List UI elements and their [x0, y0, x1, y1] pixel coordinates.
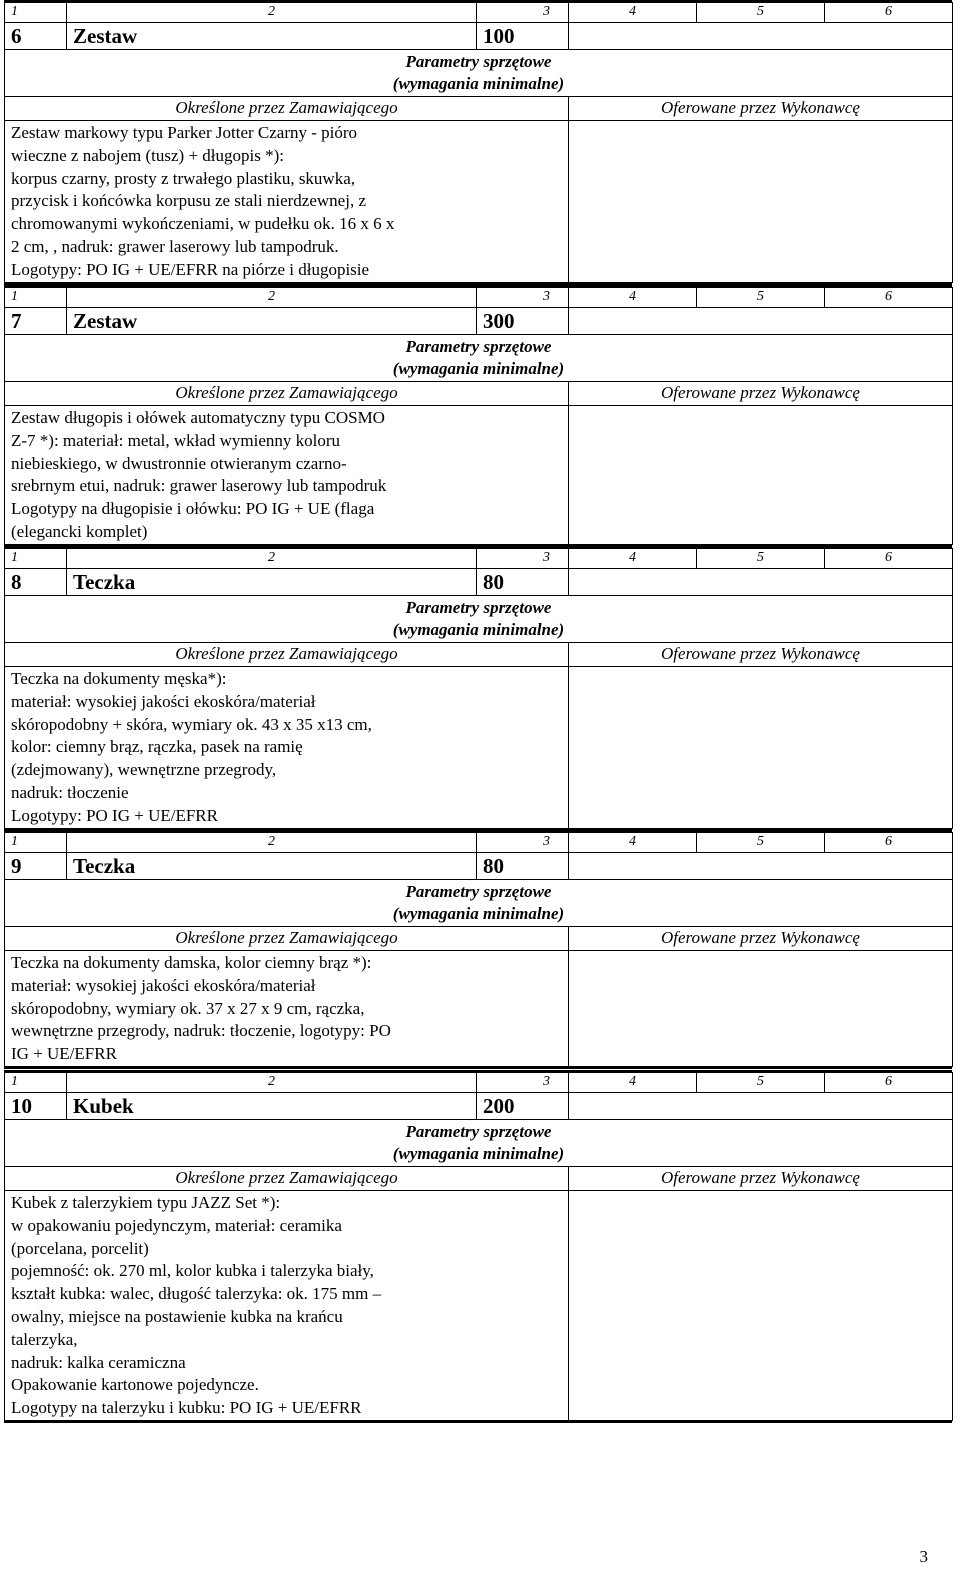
- column-number: 5: [697, 833, 825, 853]
- description-row: [5, 951, 953, 1067]
- item-name: Teczka: [67, 569, 477, 596]
- description-line: przycisk i końcówka korpusu ze stali nierdzewnej, z: [11, 191, 366, 211]
- item-block: [4, 830, 952, 1069]
- parameters-header-line: Parametry sprzętowe: [405, 1122, 552, 1141]
- empty-cell: [569, 569, 953, 596]
- description-line: materiał: wysokiej jakości ekoskóra/materiał: [11, 975, 316, 995]
- sub-header-row: [5, 927, 953, 951]
- column-number: 6: [825, 288, 953, 308]
- item-header-row: [5, 23, 953, 50]
- parameters-header-line: Parametry sprzętowe: [405, 337, 552, 356]
- offered-by-contractor-header: Oferowane przez Wykonawcę: [569, 382, 953, 406]
- item-quantity: 100: [477, 23, 569, 50]
- contractor-offer-cell: [569, 667, 953, 829]
- parameters-header: [5, 596, 953, 643]
- description-line: (porcelana, porcelit): [11, 1238, 149, 1258]
- parameters-header-line: (wymagania minimalne): [392, 74, 565, 93]
- sub-header-row: [5, 97, 953, 121]
- description-line: materiał: wysokiej jakości ekoskóra/materiał: [11, 691, 316, 711]
- column-number: 1: [5, 1073, 67, 1093]
- page-number: 3: [919, 1547, 928, 1566]
- description-line: Teczka na dokumenty damska, kolor ciemny brąz *):: [11, 953, 372, 972]
- item-name: Teczka: [67, 853, 477, 880]
- column-number: 4: [569, 3, 697, 23]
- column-number: 1: [5, 288, 67, 308]
- description-line: talerzyka,: [11, 1329, 78, 1349]
- column-number: 1: [5, 833, 67, 853]
- parameters-header-line: (wymagania minimalne): [392, 904, 565, 923]
- parameters-header-line: Parametry sprzętowe: [405, 598, 552, 617]
- column-number: 5: [697, 3, 825, 23]
- contractor-offer-cell: [569, 121, 953, 283]
- empty-cell: [569, 1093, 953, 1120]
- parameters-header: [5, 50, 953, 97]
- column-number: 6: [825, 1073, 953, 1093]
- item-number: 6: [5, 23, 67, 50]
- description-line: w opakowaniu pojedynczym, materiał: ceramika: [11, 1215, 342, 1235]
- description-line: nadruk: kalka ceramiczna: [11, 1352, 186, 1372]
- column-number: 2: [67, 833, 477, 853]
- item-number: 8: [5, 569, 67, 596]
- column-number: 3: [477, 3, 569, 23]
- column-number: 6: [825, 3, 953, 23]
- column-number: 6: [825, 833, 953, 853]
- description-line: nadruk: tłoczenie: [11, 782, 129, 802]
- column-number: 5: [697, 549, 825, 569]
- specified-by-buyer-header: Określone przez Zamawiającego: [5, 382, 569, 406]
- item-number: 10: [5, 1093, 67, 1120]
- description-line: Teczka na dokumenty męska*):: [11, 669, 227, 688]
- column-number-row: [5, 549, 953, 569]
- description-line: Logotypy: PO IG + UE/EFRR: [11, 805, 218, 825]
- description-row: [5, 406, 953, 545]
- specified-by-buyer-header: Określone przez Zamawiającego: [5, 927, 569, 951]
- description-line: owalny, miejsce na postawienie kubka na krańcu: [11, 1306, 343, 1326]
- column-number: 4: [569, 833, 697, 853]
- parameters-header-line: (wymagania minimalne): [392, 359, 565, 378]
- item-name: Kubek: [67, 1093, 477, 1120]
- parameters-header-row: [5, 596, 953, 643]
- item-description: [5, 951, 569, 1067]
- column-number: 1: [5, 549, 67, 569]
- column-number: 1: [5, 3, 67, 23]
- sub-header-row: [5, 1167, 953, 1191]
- item-quantity: 80: [477, 569, 569, 596]
- column-number: 2: [67, 288, 477, 308]
- description-line: srebrnym etui, nadruk: grawer laserowy lub tampodruk: [11, 476, 387, 496]
- item-header-row: [5, 853, 953, 880]
- column-number: 4: [569, 1073, 697, 1093]
- description-row: [5, 121, 953, 283]
- item-quantity: 200: [477, 1093, 569, 1120]
- description-line: (elegancki komplet): [11, 521, 148, 541]
- item-quantity: 80: [477, 853, 569, 880]
- column-number: 3: [477, 1073, 569, 1093]
- parameters-header-row: [5, 50, 953, 97]
- item-block: [4, 285, 952, 547]
- description-line: Logotypy: PO IG + UE/EFRR na piórze i długopisie: [11, 259, 370, 279]
- description-line: Opakowanie kartonowe pojedyncze.: [11, 1375, 259, 1395]
- offered-by-contractor-header: Oferowane przez Wykonawcę: [569, 97, 953, 121]
- column-number: 4: [569, 549, 697, 569]
- description-line: chromowanymi wykończeniami, w pudełku ok. 16 x 6 x: [11, 214, 395, 234]
- parameters-header: [5, 1120, 953, 1167]
- description-line: korpus czarny, prosty z trwałego plastiku, skuwka,: [11, 168, 356, 188]
- specified-by-buyer-header: Określone przez Zamawiającego: [5, 1167, 569, 1191]
- item-description: [5, 406, 569, 545]
- parameters-header-row: [5, 880, 953, 927]
- description-line: IG + UE/EFRR: [11, 1044, 117, 1064]
- column-number: 2: [67, 3, 477, 23]
- column-number-row: [5, 1073, 953, 1093]
- offered-by-contractor-header: Oferowane przez Wykonawcę: [569, 643, 953, 667]
- column-number: 5: [697, 1073, 825, 1093]
- description-line: Logotypy na długopisie i ołówku: PO IG + UE (flaga: [11, 499, 375, 519]
- item-description: [5, 121, 569, 283]
- specified-by-buyer-header: Określone przez Zamawiającego: [5, 97, 569, 121]
- item-header-row: [5, 1093, 953, 1120]
- column-number-row: [5, 3, 953, 23]
- item-description: [5, 667, 569, 829]
- description-line: pojemność: ok. 270 ml, kolor kubka i talerzyka biały,: [11, 1261, 374, 1281]
- contractor-offer-cell: [569, 951, 953, 1067]
- item-description: [5, 1191, 569, 1421]
- empty-cell: [569, 853, 953, 880]
- parameters-header-line: (wymagania minimalne): [392, 620, 565, 639]
- parameters-header-row: [5, 1120, 953, 1167]
- description-line: Kubek z talerzykiem typu JAZZ Set *):: [11, 1193, 281, 1212]
- column-number-row: [5, 833, 953, 853]
- column-number: 6: [825, 549, 953, 569]
- description-line: Zestaw markowy typu Parker Jotter Czarny - pióro: [11, 123, 358, 142]
- specified-by-buyer-header: Określone przez Zamawiającego: [5, 643, 569, 667]
- parameters-header-line: Parametry sprzętowe: [405, 882, 552, 901]
- description-line: skóropodobny + skóra, wymiary ok. 43 x 35 x13 cm,: [11, 714, 372, 734]
- item-number: 7: [5, 308, 67, 335]
- sub-header-row: [5, 643, 953, 667]
- item-block: [4, 546, 952, 831]
- parameters-header-row: [5, 335, 953, 382]
- column-number: 5: [697, 288, 825, 308]
- description-row: [5, 667, 953, 829]
- item-header-row: [5, 569, 953, 596]
- parameters-header: [5, 880, 953, 927]
- column-number: 2: [67, 549, 477, 569]
- empty-cell: [569, 308, 953, 335]
- description-line: Logotypy na talerzyku i kubku: PO IG + UE/EFRR: [11, 1398, 362, 1418]
- sub-header-row: [5, 382, 953, 406]
- column-number: 4: [569, 288, 697, 308]
- parameters-header: [5, 335, 953, 382]
- description-line: kształt kubka: walec, długość talerzyka: ok. 175 mm –: [11, 1284, 382, 1304]
- item-quantity: 300: [477, 308, 569, 335]
- parameters-header-line: Parametry sprzętowe: [405, 52, 552, 71]
- column-number: 3: [477, 833, 569, 853]
- description-line: kolor: ciemny brąz, rączka, pasek na ramię: [11, 737, 303, 757]
- description-line: 2 cm, , nadruk: grawer laserowy lub tampodruk.: [11, 236, 339, 256]
- description-line: Z-7 *): materiał: metal, wkład wymienny koloru: [11, 430, 341, 450]
- empty-cell: [569, 23, 953, 50]
- item-block: [4, 0, 952, 285]
- item-name: Zestaw: [67, 308, 477, 335]
- description-row: [5, 1191, 953, 1421]
- description-line: wewnętrzne przegrody, nadruk: tłoczenie, logotypy: PO: [11, 1021, 391, 1041]
- parameters-header-line: (wymagania minimalne): [392, 1144, 565, 1163]
- contractor-offer-cell: [569, 1191, 953, 1421]
- item-block: [4, 1070, 952, 1423]
- contractor-offer-cell: [569, 406, 953, 545]
- column-number: 3: [477, 288, 569, 308]
- description-line: skóropodobny, wymiary ok. 37 x 27 x 9 cm, rączka,: [11, 998, 365, 1018]
- column-number: 2: [67, 1073, 477, 1093]
- column-number-row: [5, 288, 953, 308]
- item-number: 9: [5, 853, 67, 880]
- column-number: 3: [477, 549, 569, 569]
- offered-by-contractor-header: Oferowane przez Wykonawcę: [569, 1167, 953, 1191]
- description-line: Zestaw długopis i ołówek automatyczny typu COSMO: [11, 408, 385, 427]
- offered-by-contractor-header: Oferowane przez Wykonawcę: [569, 927, 953, 951]
- description-line: niebieskiego, w dwustronnie otwieranym czarno-: [11, 453, 347, 473]
- description-line: wieczne z nabojem (tusz) + długopis *):: [11, 145, 285, 165]
- item-header-row: [5, 308, 953, 335]
- item-name: Zestaw: [67, 23, 477, 50]
- description-line: (zdejmowany), wewnętrzne przegrody,: [11, 760, 277, 780]
